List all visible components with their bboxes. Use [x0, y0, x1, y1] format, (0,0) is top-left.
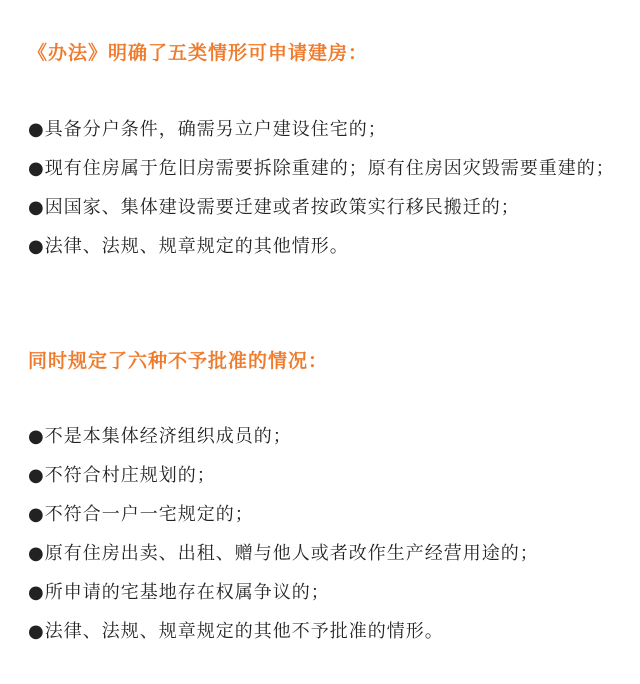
- bullet-icon: ●: [28, 582, 45, 603]
- list-item-text: 不是本集体经济组织成员的；: [44, 426, 292, 447]
- bullet-icon: ●: [28, 236, 45, 257]
- bullet-icon: ●: [28, 543, 45, 564]
- bullet-icon: ●: [28, 158, 45, 179]
- list-item: [28, 110, 618, 149]
- list-item-text: 不符合一户一宅规定的；: [44, 504, 254, 525]
- list-item-text: 原有住房出卖、出租、赠与他人或者改作生产经营用途的；: [44, 543, 539, 564]
- bullet-icon: ●: [28, 504, 45, 525]
- list-item: [28, 573, 618, 612]
- rejection-conditions-list: [28, 417, 618, 651]
- bullet-icon: ●: [28, 426, 45, 447]
- list-item: [28, 417, 618, 456]
- list-item: [28, 188, 618, 227]
- section-heading-approval-conditions: 《办法》明确了五类情形可申请建房：: [28, 42, 369, 64]
- list-item-text: 具备分户条件，确需另立户建设住宅的；: [44, 119, 387, 140]
- list-item: [28, 149, 618, 188]
- list-item-text: 所申请的宅基地存在权属争议的；: [44, 582, 330, 603]
- list-item: [28, 495, 618, 534]
- list-item: [28, 456, 618, 495]
- list-item-text: 不符合村庄规划的；: [44, 465, 216, 486]
- bullet-icon: ●: [28, 197, 45, 218]
- list-item: [28, 612, 618, 651]
- list-item-text: 因国家、集体建设需要迁建或者按政策实行移民搬迁的；: [44, 197, 520, 218]
- section-heading-rejection-conditions: 同时规定了六种不予批准的情况：: [28, 350, 329, 372]
- list-item-text: 法律、法规、规章规定的其他不予批准的情形。: [44, 621, 444, 642]
- approval-conditions-list: [28, 110, 618, 266]
- list-item-text: 现有住房属于危旧房需要拆除重建的；原有住房因灾毁需要重建的；: [44, 158, 615, 179]
- list-item: [28, 227, 618, 266]
- bullet-icon: ●: [28, 119, 45, 140]
- bullet-icon: ●: [28, 621, 45, 642]
- list-item: [28, 534, 618, 573]
- bullet-icon: ●: [28, 465, 45, 486]
- list-item-text: 法律、法规、规章规定的其他情形。: [44, 236, 349, 257]
